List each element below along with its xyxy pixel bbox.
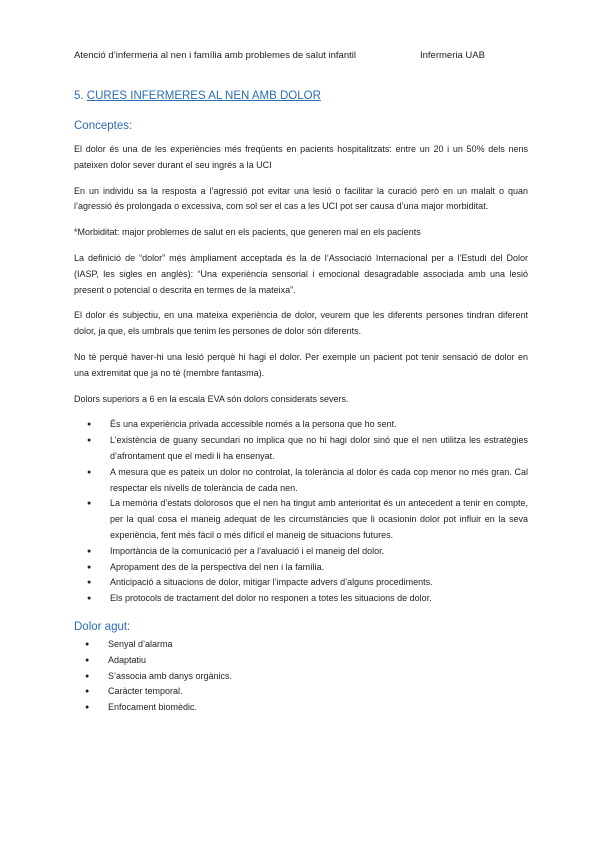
paragraph-definition: La definició de “dolor” més àmpliament acceptada és la de l’Associació Internacional per a l’Estudi del Dolor (IASP, les sigles en anglès): “Una experiència sensorial i emocional desagradable associada amb una lesió present o potencial o descrita en termes de la mateixa”.	[74, 252, 528, 295]
paragraph-phantom-limb: No té perquè haver-hi una lesió perquè hi hagi el dolor. Per exemple un pacient pot tenir sensació de dolor en una extremitat que ja no té (membre fantasma).	[74, 351, 528, 378]
list-item: ● Importància de la comunicació per a l’avaluació i el maneig del dolor.	[74, 544, 528, 560]
list-item: ● La memòria d’estats dolorosos que el nen ha tingut amb anterioritat és un antecedent a tenir en compte, per la qual cosa el maneig adequat de les circumstàncies que li ocasionin dolor pot influir en la seva experiència, fent més fàcil o més difícil el maneig de situacions futures.	[74, 496, 528, 543]
header-course-title: Atenció d’infermeria al nen i família amb problemes de salut infantil	[74, 50, 356, 61]
conceptes-heading: Conceptes:	[74, 120, 133, 132]
paragraph-frequency: El dolor és una de les experiències més freqüents en pacients hospitalitzats: entre un 20 i un 50% dels nens pateixen dolor sever durant el seu ingrés a la UCI	[74, 144, 528, 170]
list-item: ● Senyal d’alarma	[74, 637, 528, 653]
dolor-agut-heading: Dolor agut:	[74, 620, 131, 633]
conceptes-bullet-list	[74, 417, 528, 607]
list-item: ● Anticipació a situacions de dolor, mitigar l’impacte advers d’alguns procediments.	[74, 575, 528, 591]
paragraph-eva-scale: Dolors superiors a 6 en la escala EVA són dolors considerats severs.	[74, 393, 349, 404]
section-number: 5.	[74, 90, 84, 102]
list-item: ● Caràcter temporal.	[74, 684, 528, 700]
list-item: ● A mesura que es pateix un dolor no controlat, la tolerància al dolor és cada cop menor no més gran. Cal respectar els nivells de tolerància de cada nen.	[74, 465, 528, 497]
list-item: ● Enfocament biomèdic.	[74, 700, 528, 716]
section-title	[74, 90, 528, 102]
list-item: ● L’existència de guany secundari no implica que no hi hagi dolor sinó que el nen utilitza les estratègies d’afrontament que el medi li ha ensenyat.	[74, 433, 528, 465]
section-title-link[interactable]: CURES INFERMERES AL NEN AMB DOLOR	[86, 90, 321, 102]
dolor-agut-bullet-list	[74, 637, 528, 716]
main-content	[74, 90, 528, 728]
list-item: ● Adaptatiu	[74, 653, 528, 669]
list-item: ● Apropament des de la perspectiva del nen i la família.	[74, 560, 528, 576]
list-item: ● S’associa amb danys orgànics.	[74, 669, 528, 685]
paragraph-morbidity-note: *Morbiditat: major problemes de salut en els pacients, que generen mal en els pacients	[74, 227, 421, 238]
header-institution: Infermeria UAB	[420, 50, 485, 61]
list-item: ● Els protocols de tractament del dolor no responen a totes les situacions de dolor.	[74, 591, 528, 607]
paragraph-response: En un individu sa la resposta a l’agressió pot evitar una lesió o facilitar la curació però en un malalt o quan l’agressió és prolongada o excessiva, com sol ser el cas a les UCI pot ser causa d’una major morbiditat.	[74, 185, 528, 212]
list-item: ● És una experiència privada accessible només a la persona que ho sent.	[74, 417, 528, 433]
paragraph-subjective: El dolor és subjectiu, en una mateixa experiència de dolor, veurem que les diferents persones tindran diferent dolor, ja que, els umbrals que tenim les persones de dolor són diferents.	[74, 310, 528, 337]
